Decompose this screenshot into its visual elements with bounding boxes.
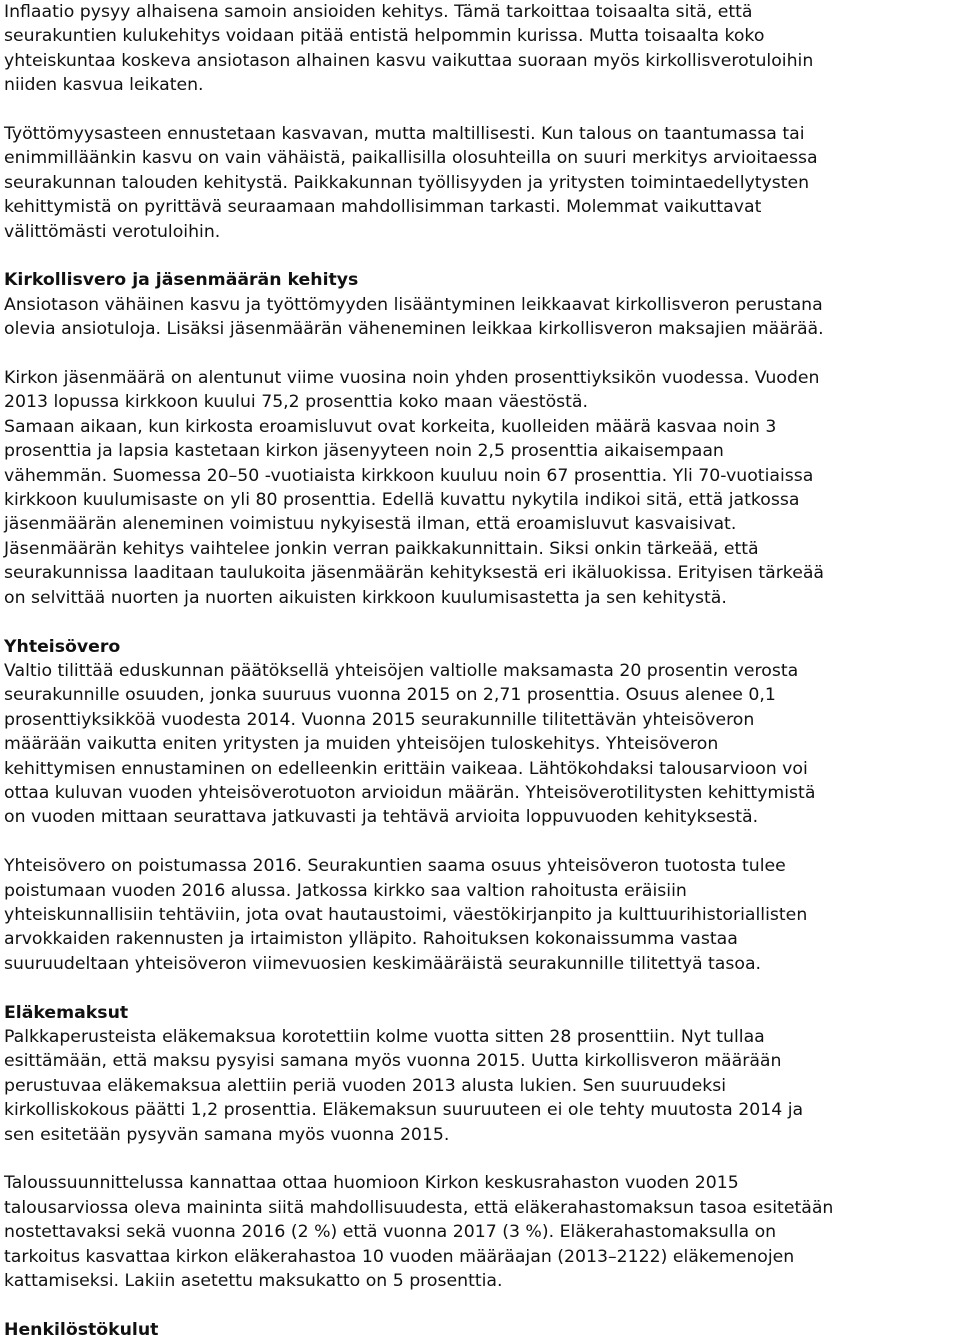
paragraph-gap [4,244,958,268]
paragraph-income-base: Ansiotason vähäinen kasvu ja työttömyyden lisääntyminen leikkaavat kirkollisveron perustana olevia ansiotuloja. Lisäksi jäsenmäärän väheneminen leikkaa kirkollisveron maksajien määrää. [4,294,824,340]
paragraph-corporate-tax-removal: Yhteisövero on poistumassa 2016. Seurakuntien saama osuus yhteisöveron tuotosta tulee poistumaan vuoden 2016 alussa. Jatkossa kirkko saa valtion rahoitusta eräisiin yhteiskunnallisiin tehtäviin, jota ovat hautaustoimi, väestökirjanpito ja kulttuurihistoriallisten arvokkaiden rakennusten ja irtaimiston ylläpito. Rahoituksen kokonaissumma vastaa suuruudeltaan yhteisöveron viimevuosien keskimääräistä seurakunnille tilitettyä tasoa. [4,856,808,974]
paragraph-pension-fund: Taloussuunnittelussa kannattaa ottaa huomioon Kirkon keskusrahaston vuoden 2015 talousarviossa oleva maininta siitä mahdollisuudesta, että eläkerahastomaksun tasoa esitetään nostettavaksi sekä vuonna 2016 (2 %) että vuonna 2017 (3 %). Eläkerahastomaksulla on tarkoitus kasvattaa kirkon eläkerahastoa 10 vuoden määräajan (2013–2122) eläkemenojen kattamiseksi. Lakiin asetettu maksukatto on 5 prosenttia. [4,1173,834,1292]
paragraph-pension-fees: Palkkaperusteista eläkemaksua korotettiin kolme vuotta sitten 28 prosenttiin. Nyt tullaa esittämään, että maksu pysyisi samana myös vuonna 2015. Uutta kirkollisveron määrään perustuvaa eläkemaksua alettiin periä vuoden 2013 alusta lukien. Sen suuruudeksi kirkolliskokous päätti 1,2 prosenttia. Eläkemaksun suuruuteen ei ole tehty muutosta 2014 ja sen esitetään pysyvän samana myös vuonna 2015. [4,1026,804,1145]
paragraph-gap [4,98,958,122]
paragraph-gap [4,1293,958,1317]
paragraph-gap [4,976,958,1000]
paragraph-gap [4,1147,958,1171]
heading-pension-fees: Eläkemaksut [4,1002,129,1023]
heading-corporate-tax: Yhteisövero [4,636,121,657]
heading-church-tax: Kirkollisvero ja jäsenmäärän kehitys [4,270,359,291]
document-page [4,0,958,1342]
heading-personnel-costs: Henkilöstökulut [4,1319,159,1340]
paragraph-inflation: Inflaatio pysyy alhaisena samoin ansioiden kehitys. Tämä tarkoittaa toisaalta sitä, että seurakuntien kulukehitys voidaan pitää entistä helpommin kurissa. Mutta toisaalta koko yhteiskuntaa koskeva ansiotason alhainen kasvu vaikuttaa suoraan myös kirkollisverotuloihin niiden kasvua leikaten. [4,2,814,96]
paragraph-membership: Kirkon jäsenmäärä on alentunut viime vuosina noin yhden prosenttiyksikön vuodessa. Vuoden 2013 lopussa kirkkoon kuului 75,2 prosenttia koko maan väestöstä. Samaan aikaan, kun kirkosta eroamisluvut ovat korkeita, kuolleiden määrä kasvaa noin 3 prosenttia ja lapsia kastetaan kirkon jäsenyyteen noin 2,5 prosenttia aikaisempaan vähemmän. Suomessa 20–50 -vuotiaista kirkkoon kuuluu noin 67 prosenttia. Yli 70-vuotiaissa kirkkoon kuulumisaste on yli 80 prosenttia. Edellä kuvattu nykytila indikoi sitä, että jatkossa jäsenmäärän aleneminen voimistuu nykyisestä ilman, että eroamisluvut kasvaisivat. Jäsenmäärän kehitys vaihtelee jonkin verran paikkakunnittain. Siksi onkin tärkeää, että seurakunnissa laaditaan taulukoita jäsenmäärän kehityksestä eri ikäluokissa. Erityisen tärkeää on selvittää nuorten ja nuorten aikuisten kirkkoon kuulumisastetta ja sen kehitystä. [4,368,825,608]
paragraph-gap [4,610,958,634]
paragraph-unemployment: Työttömyysasteen ennustetaan kasvavan, mutta maltillisesti. Kun talous on taantumassa tai enimmilläänkin kasvu on vain vähäistä, paikallisilla olosuhteilla on suuri merkitys arvioitaessa seurakunnan talouden kehitystä. Paikkakunnan työllisyyden ja yritysten toimintaedellytysten kehittymistä on pyrittävä seuraamaan mahdollisimman tarkasti. Molemmat vaikuttavat välittömästi verotuloihin. [4,124,818,242]
paragraph-gap [4,342,958,366]
paragraph-gap [4,830,958,854]
paragraph-corporate-tax-share: Valtio tilittää eduskunnan päätöksellä yhteisöjen valtiolle maksamasta 20 prosentin verosta seurakunnille osuuden, jonka suuruus vuonna 2015 on 2,71 prosenttia. Osuus alenee 0,1 prosenttiyksikköä vuodesta 2014. Vuonna 2015 seurakunnille tilitettävän yhteisöveron määrään vaikutta eniten yritysten ja muiden yhteisöjen tuloskehitys. Yhteisöveron kehittymisen ennustaminen on edelleenkin erittäin vaikeaa. Lähtökohdaksi talousarvioon voi ottaa kuluvan vuoden yhteisöverotuoton arvioidun määrän. Yhteisöverotilitysten kehittymistä on vuoden mittaan seurattava jatkuvasti ja tehtävä arvioita loppuvuoden kehityksestä. [4,660,816,828]
